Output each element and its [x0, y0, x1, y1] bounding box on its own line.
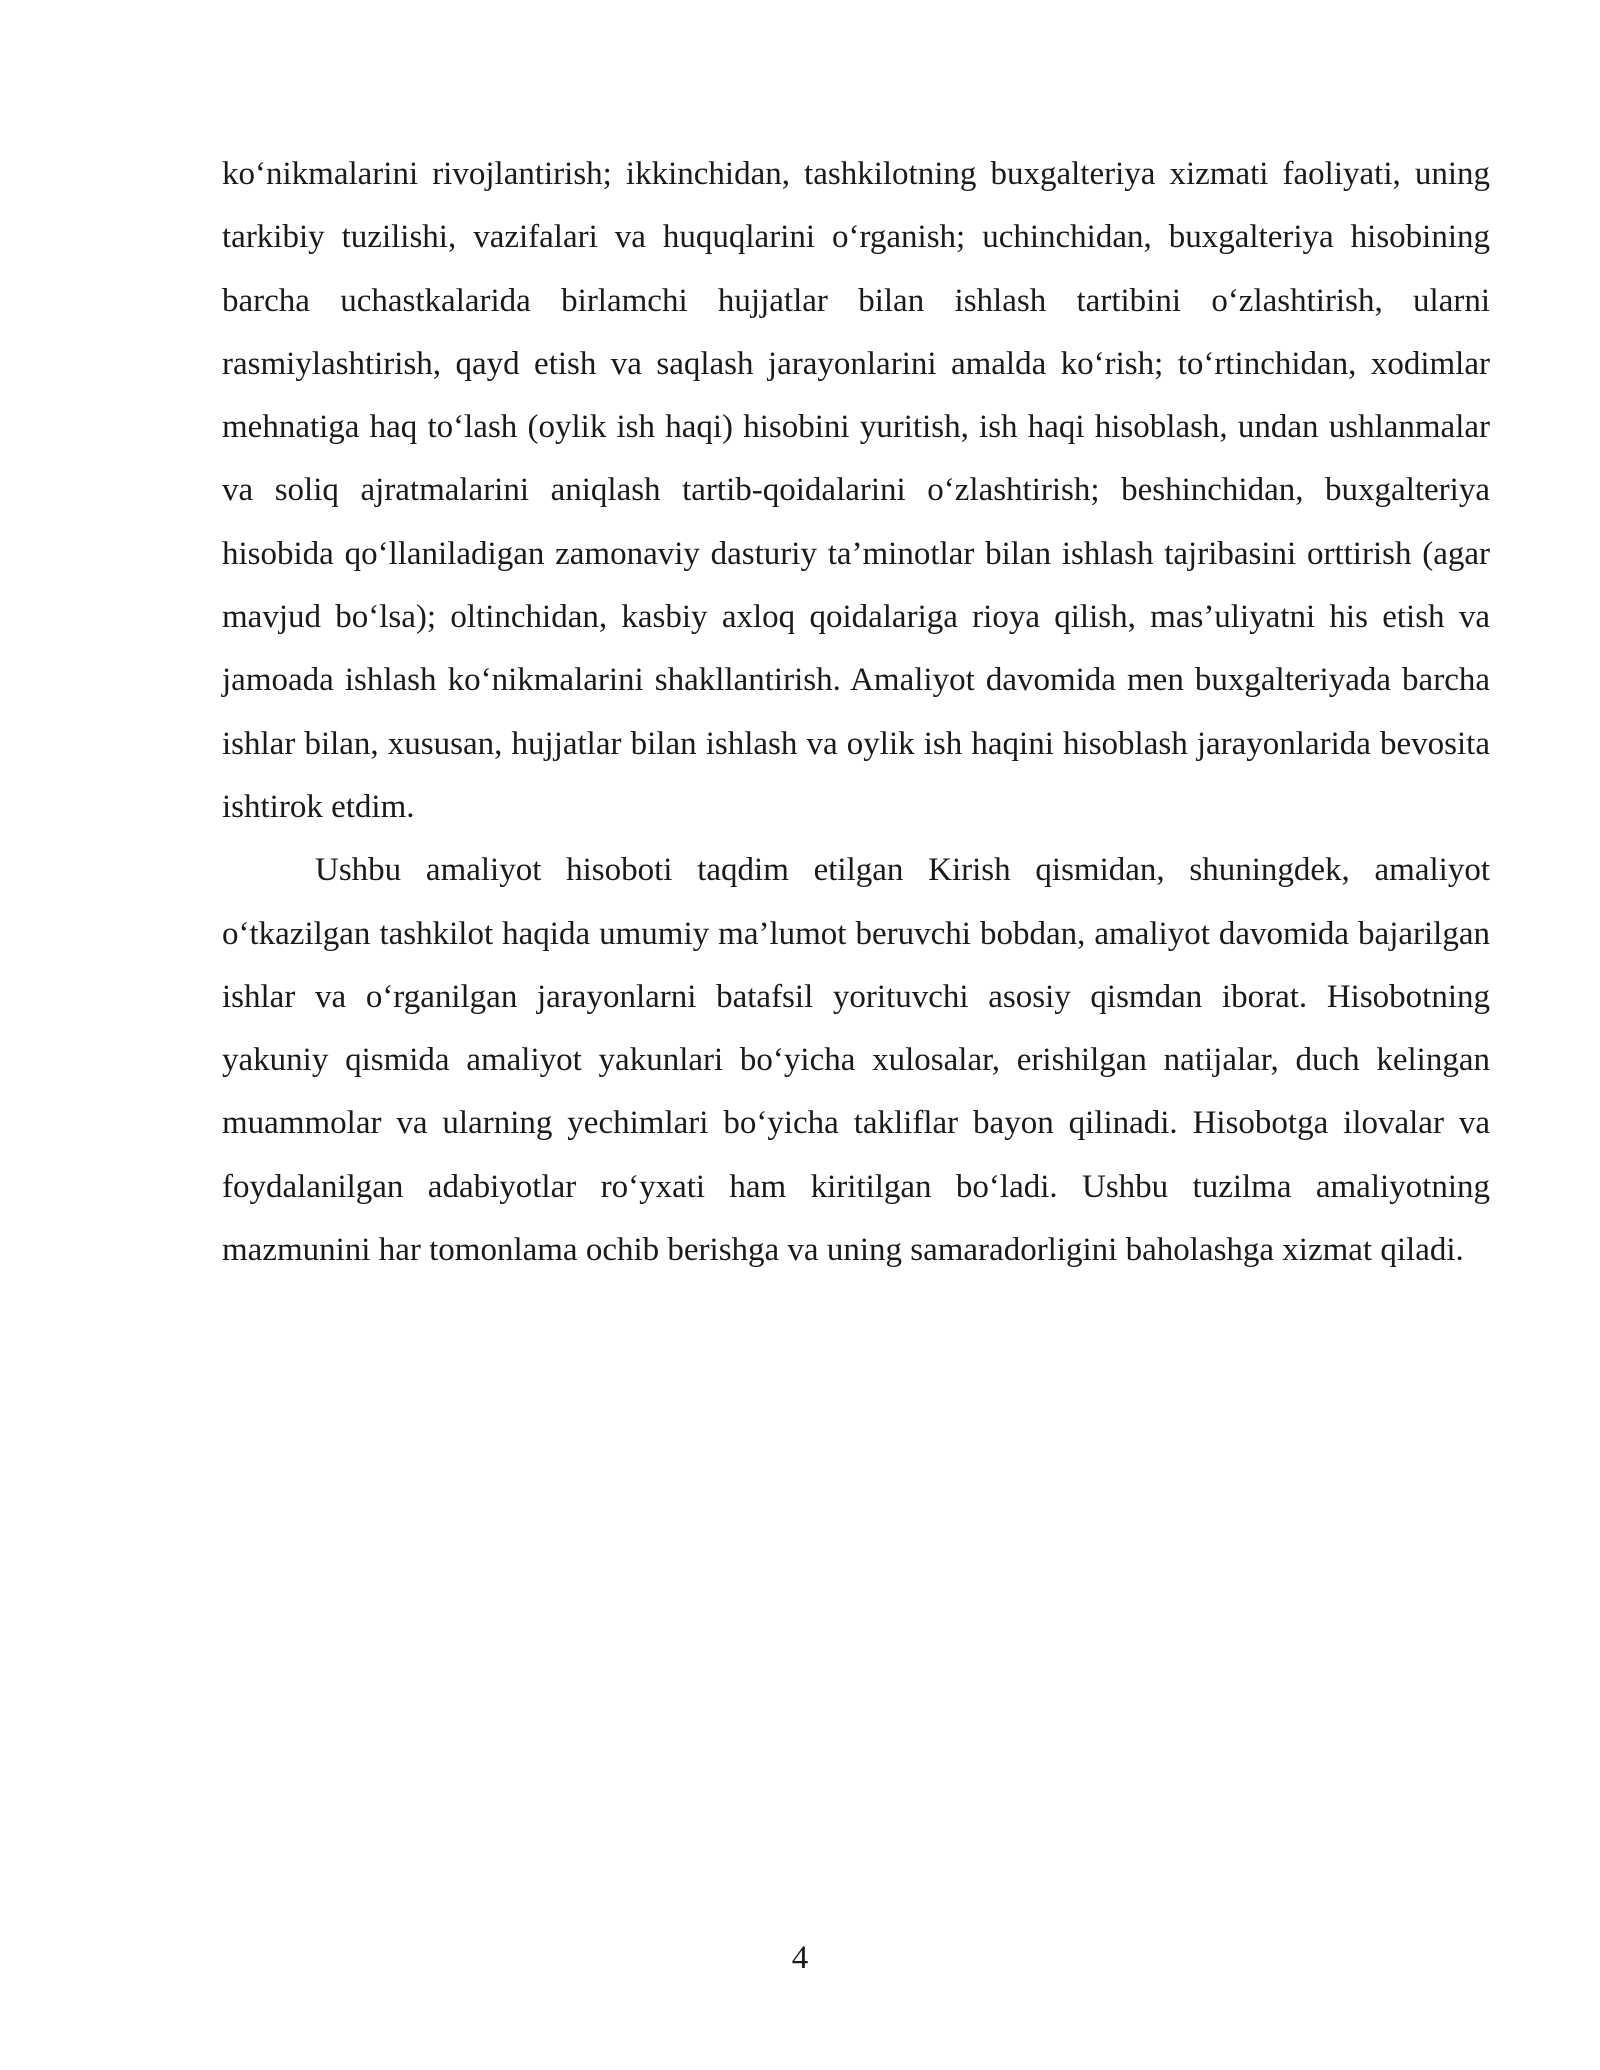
paragraph-report-structure: Ushbu amaliyot hisoboti taqdim etilgan Kirish qismidan, shuningdek, amaliyot o‘tkazilgan tashkilot haqida umumiy ma’lumot beruvchi bobdan, amaliyot davomida bajarilgan ishlar va o‘rganilgan jarayonlarni batafsil yorituvchi asosiy qismdan iborat. Hisobotning yakuniy qismida amaliyot yakunlari bo‘yicha xulosalar, erishilgan natijalar, duch kelingan muammolar va ularning yechimlari bo‘yicha takliflar bayon qilinadi. Hisobotga ilovalar va foydalanilgan adabiyotlar ro‘yxati ham kiritilgan bo‘ladi. Ushbu tuzilma amaliyotning mazmunini har tomonlama ochib berishga va uning samaradorligini baholashga xizmat qiladi.	[222, 852, 1490, 1269]
page-number: 4	[791, 1940, 809, 1976]
paragraph-continuation: ko‘nikmalarini rivojlantirish; ikkinchidan, tashkilotning buxgalteriya xizmati faoliyati, uning tarkibiy tuzilishi, vazifalari va huquqlarini o‘rganish; uchinchidan, buxgalteriya hisobining barcha uchastkalarida birlamchi hujjatlar bilan ishlash tartibini o‘zlashtirish, ularni rasmiylashtirish, qayd etish va saqlash jarayonlarini amalda ko‘rish; to‘rtinchidan, xodimlar mehnatiga haq to‘lash (oylik ish haqi) hisobini yuritish, ish haqi hisoblash, undan ushlanmalar va soliq ajratmalarini aniqlash tartib-qoidalarini o‘zlashtirish; beshinchidan, buxgalteriya hisobida qo‘llaniladigan zamonaviy dasturiy ta’minotlar bilan ishlash tajribasini orttirish (agar mavjud bo‘lsa); oltinchidan, kasbiy axloq qoidalariga rioya qilish, mas’uliyatni his etish va jamoada ishlash ko‘nikmalarini shakllantirish. Amaliyot davomida men buxgalteriyada barcha ishlar bilan, xususan, hujjatlar bilan ishlash va oylik ish haqini hisoblash jarayonlarida bevosita ishtirok etdim.	[222, 156, 1490, 825]
document-body	[222, 143, 1490, 1282]
